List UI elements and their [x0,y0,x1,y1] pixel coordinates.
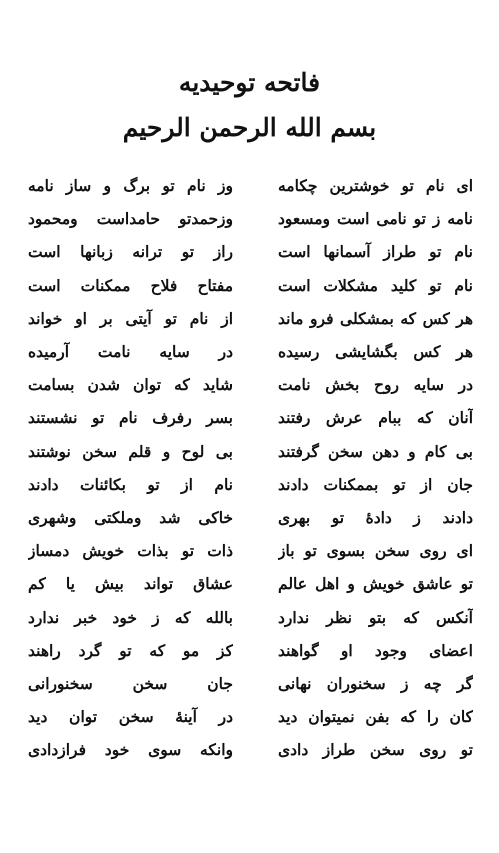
verse-second-hemistich: در سایه نامت آرمیده [28,342,233,361]
verse-first-hemistich: تو روی سخن طراز دادی [278,740,473,760]
verse-row [28,602,473,634]
verse-second-hemistich: بسر رفرف نام تو نشستند [28,408,233,428]
verse-row [28,469,473,501]
verse-row [28,170,473,202]
verse-second-hemistich: شاید که توان شدن بسامت [28,375,233,395]
verse-row [28,436,473,468]
verse-first-hemistich: هر کس بگشایشی رسیده [278,342,473,361]
verse-first-hemistich: ای نام تو خوشترین چکامه [278,176,473,195]
verse-first-hemistich: آنان که ببام عرش رفتند [278,408,473,428]
basmala-heading: بسم الله الرحمن الرحیم [122,113,377,142]
verse-row [28,568,473,600]
verse-first-hemistich: نام تو کلید مشکلات است [278,275,473,295]
verse-row [28,270,473,302]
verse-row [28,203,473,235]
verse-second-hemistich: وز نام تو برگ و ساز نامه [28,176,233,195]
verse-first-hemistich: در سایه روح بخش نامت [278,375,473,395]
verse-row [28,734,473,766]
verse-second-hemistich: وزحمدتو حامداست ومحمود [28,209,233,229]
verse-row [28,369,473,401]
verse-first-hemistich: ای روی سخن بسوی تو باز [278,541,473,561]
verse-second-hemistich: بی لوح و قلم سخن نوشتند [28,441,233,461]
verse-first-hemistich: کان را که بفن نمیتوان دید [278,707,473,727]
verse-first-hemistich: هر کس که بمشکلی فرو ماند [278,308,473,328]
verse-first-hemistich: نامه ز تو نامی است ومسعود [278,209,473,229]
verse-first-hemistich: اعضای وجود او گواهند [278,640,473,660]
verse-second-hemistich: کز مو که تو گرد راهند [28,640,233,660]
verse-row [28,336,473,368]
verse-first-hemistich: بی کام و دهن سخن گرفتند [278,441,473,461]
verse-first-hemistich: تو عاشق خویش و اهل عالم [278,574,473,594]
verse-row [28,402,473,434]
verse-row [28,502,473,534]
verse-second-hemistich: بالله که ز خود خبر ندارد [28,607,233,627]
verse-row [28,303,473,335]
verse-row [28,236,473,268]
poem-title: فاتحه توحیدیه [178,68,321,97]
verse-second-hemistich: ذات تو بذات خویش دمساز [28,541,233,561]
verse-first-hemistich: آنکس که بتو نظر ندارد [278,607,473,627]
verse-second-hemistich: وانکه سوی خود فرازدادی [28,740,233,760]
verse-second-hemistich: عشاق تواند بیش یا کم [28,574,233,594]
verse-first-hemistich: دادند ز دادهٔ تو بهری [278,508,473,527]
verse-second-hemistich: مفتاح فلاح ممکنات است [28,275,233,295]
verse-second-hemistich: در آینهٔ سخن توان دید [28,707,233,727]
verse-second-hemistich: جان سخن سخنورانی [28,674,233,693]
verse-row [28,535,473,567]
verse-row [28,701,473,733]
poem-body [0,170,499,790]
verse-first-hemistich: گر چه ز سخنوران نهانی [278,674,473,693]
verse-second-hemistich: راز تو ترانه زبانها است [28,242,233,262]
verse-first-hemistich: نام تو طراز آسمانها است [278,242,473,262]
verse-row [28,635,473,667]
verse-row [28,668,473,700]
verse-first-hemistich: جان از تو بممکنات دادند [278,474,473,494]
verse-second-hemistich: نام از تو بکائنات دادند [28,474,233,494]
verse-second-hemistich: از نام تو آیتی بر او خواند [28,308,233,328]
verse-second-hemistich: خاکی شد وملکتی وشهری [28,508,233,527]
